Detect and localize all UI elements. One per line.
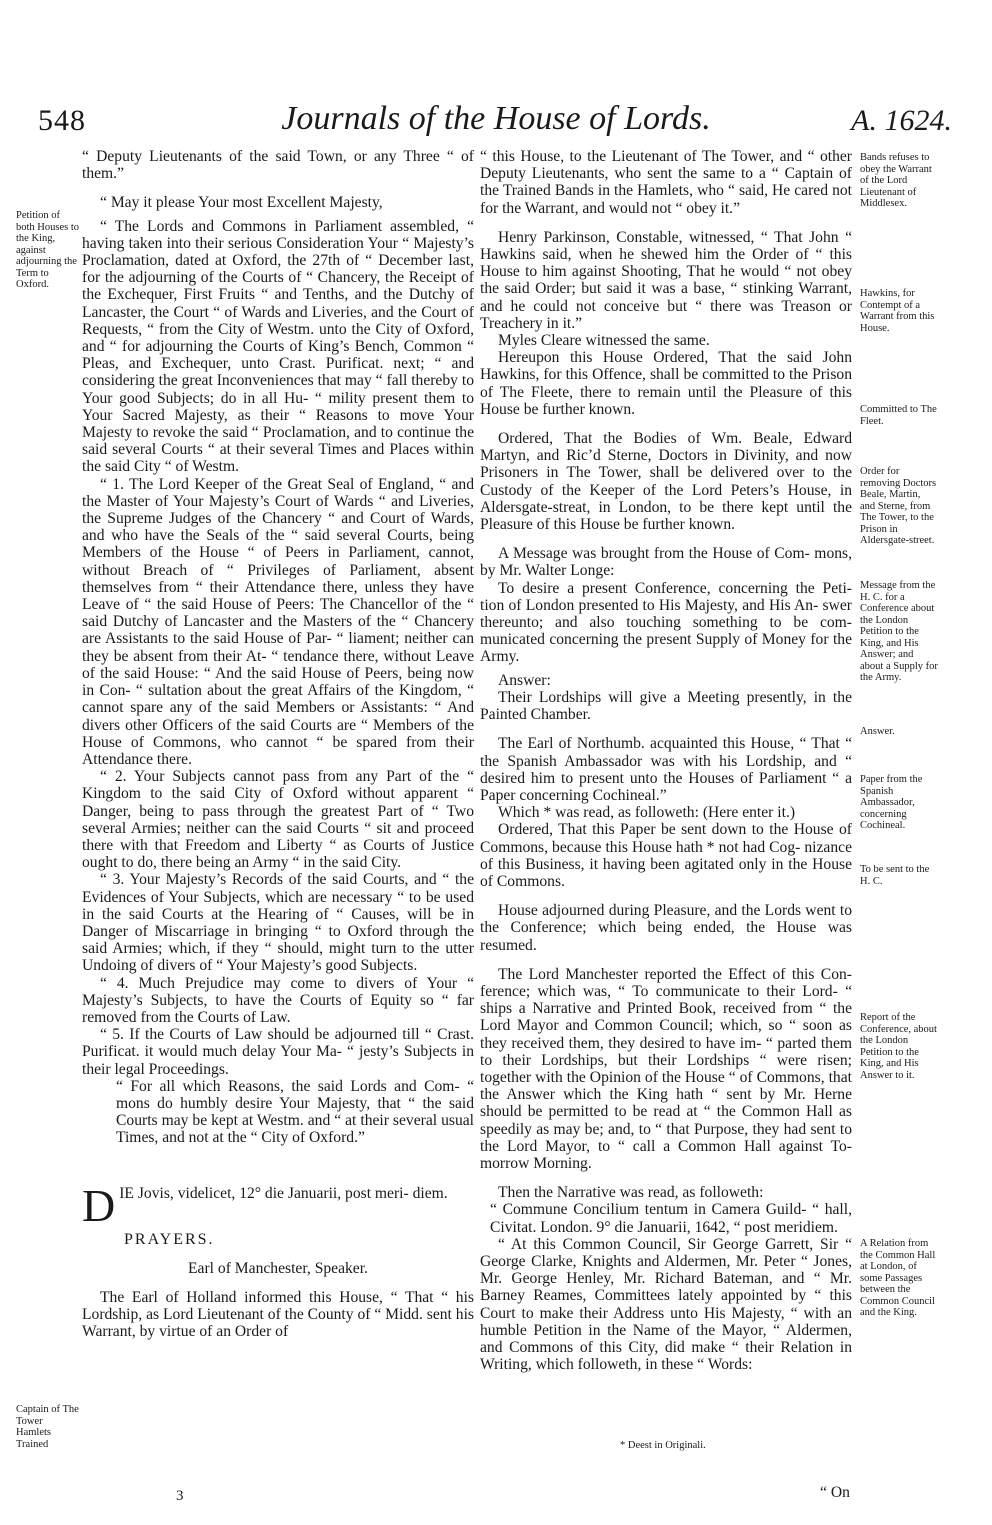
paragraph: “ Deputy Lieutenants of the said Town, or any Three “ of them.”: [82, 148, 474, 183]
year-heading: A. 1624.: [851, 104, 952, 137]
paragraph: “ 4. Much Prejudice may come to divers of Your “ Majesty’s Subjects, to have the Courts of Equity so “ far removed from the Courts of Law.: [82, 974, 474, 1026]
paragraph: Hereupon this House Ordered, That the said John Hawkins, for this Offence, shall be committed to the Prison of The Fleete, there to remain until the Pleasure of this House be further known.: [480, 349, 852, 418]
prayers-heading: PRAYERS.: [124, 1230, 215, 1248]
paragraph: “ May it please Your most Excellent Majesty,: [100, 194, 383, 212]
margin-note-right: Committed to The Fleet.: [860, 404, 937, 427]
paragraph: “ Commune Concilium tentum in Camera Guild- “ hall, Civitat. London. 9° die Januarii, 1642, “ post meridiem.: [490, 1201, 852, 1236]
paragraph: House adjourned during Pleasure, and the Lords went to the Conference; which being ended, the House was resumed.: [480, 902, 852, 954]
running-title: Journals of the House of Lords.: [281, 100, 711, 137]
page-number: 548: [38, 104, 86, 137]
margin-note-right: A Relation from the Common Hall at London, of some Passages between the Common Council and the King.: [860, 1238, 936, 1318]
paragraph: Then the Narrative was read, as followeth:: [498, 1184, 764, 1202]
paragraph: “ The Lords and Commons in Parliament assembled, “ having taken into their serious Consideration Your “ Majesty’s Proclamation, dated at Oxford, the 27th of “ December last, for the adjourning of the Courts of “ Chancery, the Receipt of the Exchequer, First Fruits “ and Tenths, and the Dutchy of Lancaster, the Court “ of Wards and Liveries, and the Court of Requests, “ from the City of Westm. unto the City of Oxford, and “ for adjourning the Courts of King’s Bench, Common “ Pleas, and Exchequer, unto Crast. Purificat. next; “ and considering the great Inconveniences that may “ fall thereby to Your good Subjects; do in all Hu- “ mility present them to Your Sacred Majesty, as their “ Reasons to move Your Majesty to revoke the said “ Proclamation, and to continue the said several Courts “ at their several Times and Places within the said City “ of Westm.: [82, 217, 474, 476]
margin-note-right: Order for removing Doctors Beale, Martin, and Sterne, from The Tower, to the Prison in Aldersgate-street.: [860, 466, 937, 546]
paragraph: Myles Cleare witnessed the same.: [498, 332, 710, 350]
paragraph: “ 1. The Lord Keeper of the Great Seal of England, “ and the Master of Your Majesty’s Court of Wards “ and Liveries, the Supreme Judges of the Chancery “ and Court of Wards, and who have the Seals of the “ said several Courts, being Members of the House “ of Peers in Parliament, cannot, without Breach of “ Privileges of Parliament, absent themselves from “ their Attendance there, unless they have Leave of “ the said House of Peers: The Chancellor of the “ said Dutchy of Lancaster and the Masters of the “ Chancery are Assistants to the said House of Par- “ liament; neither can they be absent from their At- “ tendance there, without Leave of the said House: “ And the said House of Peers, being now in Con- “ sultation about the great Affairs of the Kingdom, “ cannot spare any of the said Members or Assistants: “ And divers other Officers of the said Courts are “ Members of the House of Commons, who cannot “ be spared from their Attendance there.: [82, 475, 474, 768]
paragraph: The Earl of Holland informed this House, “ That “ his Lordship, as Lord Lieutenant of the County of “ Midd. sent his Warrant, by virtue of an Order of: [82, 1288, 474, 1341]
margin-note-right: Report of the Conference, about the London Petition to the King, and His Answer to it.: [860, 1012, 937, 1081]
margin-note-left: Petition of both Houses to the King, against adjourning the Term to Oxford.: [16, 210, 79, 290]
paragraph: “ 5. If the Courts of Law should be adjourned till “ Crast. Purificat. it would much delay Your Ma- “ jesty’s Subjects in their legal Proceedings.: [82, 1026, 474, 1078]
margin-note-right: Bands refuses to obey the Warrant of the Lord Lieutenant of Middlesex.: [860, 152, 932, 209]
footnote: * Deest in Originali.: [620, 1440, 706, 1451]
paragraph: “ 2. Your Subjects cannot pass from any Part of the “ Kingdom to the said City of Oxford without apparent “ Danger, being to pass through the greatest Part of “ Two several Armies; neither can the said Courts “ sit and proceed there with that Freedom and Liberty “ as Courts of Justice ought to do, there being an Army “ in the said City.: [82, 768, 474, 872]
left-column: [82, 148, 474, 1341]
paragraph: Which * was read, as followeth: (Here enter it.): [498, 804, 796, 822]
paragraph: “ At this Common Council, Sir George Garrett, Sir “ George Clarke, Knights and Aldermen, Mr. Peter “ Jones, Mr. George Henley, Mr. Richard Bateman, and “ Mr. Barney Reames, Committees lately appointed by “ this Court to make their Address unto His Majesty, “ with an humble Petition in the Name of the Mayor, “ Aldermen, and Commons of this City, did make “ their Relation in Writing, which followeth, in these “ Words:: [480, 1235, 852, 1374]
paragraph: To desire a present Conference, concerning the Peti- tion of London presented to His Majesty, and His An- swer thereunto; and also touching something to be com- municated concerning the present Supply of Money for the Army.: [480, 579, 852, 666]
right-column: [480, 148, 852, 1373]
day-heading-text: IE Jovis, videlicet, 12° die Januarii, post meri- diem.: [119, 1184, 448, 1202]
margin-note-right: Message from the H. C. for a Conference about the London Petition to the King, and His Answer; and about a Supply for the Army.: [860, 580, 938, 683]
margin-note-right: Answer.: [860, 726, 895, 737]
paragraph: Ordered, That the Bodies of Wm. Beale, Edward Martyn, and Ric’d Sterne, Doctors in Divinity, and now Prisoners in The Tower, shall be delivered over to the Custody of the Keeper of the Lord Peters’s House, in Aldersgate-streat, in London, to be there kept until the Pleasure of this House be further known.: [480, 430, 852, 534]
margin-note-right: Hawkins, for Contempt of a Warrant from this House.: [860, 288, 935, 334]
paragraph: Henry Parkinson, Constable, witnessed, “ That John “ Hawkins said, when he shewed him the Order of “ this House to him against Shooting, That he would “ not obey the said Order; but said it was a base, “ stinking Warrant, and he could not conceive but “ there was Treason or Treachery in it.”: [480, 228, 852, 332]
paragraph: The Lord Manchester reported the Effect of this Con- ference; which was, “ To communicate to their Lord- “ ships a Narrative and Printed Book, received from “ the Lord Mayor and Common Council; which, so “ soon as they received them, they desired to have im- “ parted them to their Lordships, but their Lordships “ were risen; together with the Opinion of the House “ of Commons, that the Answer which the King hath “ sent by Mr. Herne should be permitted to be read at “ the Common Hall as speedily as may be; and, to “ that Purpose, they had sent to the Lord Mayor, to “ call a Common Hall against To-morrow Morning.: [480, 965, 852, 1172]
paragraph: Answer:: [498, 671, 551, 689]
paragraph: Ordered, That this Paper be sent down to the House of Commons, because this House hath * not had Cog- nizance of this Business, it having been agitated only in the House of Commons.: [480, 821, 852, 890]
dropcap: D: [82, 1179, 116, 1231]
signature-mark: 3: [176, 1488, 184, 1504]
paragraph: A Message was brought from the House of Com- mons, by Mr. Walter Longe:: [480, 545, 852, 580]
paragraph: “ this House, to the Lieutenant of The Tower, and “ other Deputy Lieutenants, who sent the same to a “ Captain of the Trained Bands in the Hamlets, who “ said, He cared not for the Warrant, and would not “ obey it.”: [480, 148, 852, 217]
margin-note-right: To be sent to the H. C.: [860, 864, 930, 887]
paragraph: “ For all which Reasons, the said Lords and Com- “ mons do humbly desire Your Majesty, that “ the said Courts may be kept at Westm. and “ at their several usual Times, and not at the “ City of Oxford.”: [116, 1077, 474, 1147]
day-heading: [82, 1179, 474, 1231]
paragraph: Their Lordships will give a Meeting presently, in the Painted Chamber.: [480, 688, 852, 724]
margin-note-right: Paper from the Spanish Ambassador, concerning Cochineal.: [860, 774, 923, 831]
paragraph: The Earl of Northumb. acquainted this House, “ That “ the Spanish Ambassador was with his Lordship, and “ desired him to present unto the Houses of Parliament “ a Paper concerning Cochineal.”: [480, 735, 852, 804]
catchword: “ On: [820, 1484, 850, 1501]
margin-note-left: Captain of The Tower Hamlets Trained: [16, 1404, 79, 1450]
paragraph: “ 3. Your Majesty’s Records of the said Courts, and “ the Evidences of Your Subjects, which are necessary “ to be used in the said Courts at the Hearing of “ Causes, will be in Danger of Miscarriage in bringing “ to Oxford through the said Armies; which, if they “ should, might turn to the utter Undoing of divers of “ Your Majesty’s good Subjects.: [82, 871, 474, 975]
speaker-line: Earl of Manchester, Speaker.: [188, 1259, 368, 1277]
